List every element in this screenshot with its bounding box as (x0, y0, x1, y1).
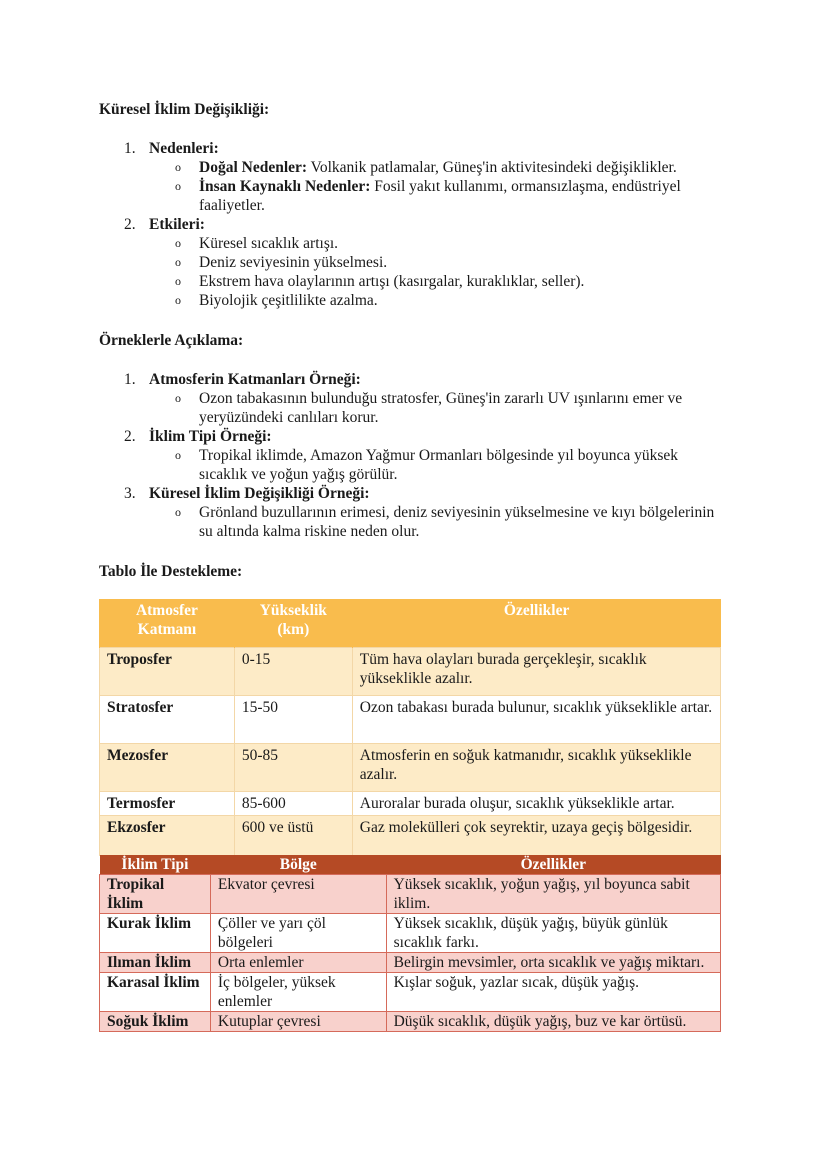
table-cell: Karasal İklim (100, 973, 211, 1012)
bullet-item: o Tropikal iklimde, Amazon Yağmur Ormanları bölgesinde yıl boyunca yüksek sıcaklık ve yoğun yağış görülür. (175, 447, 679, 483)
causes-heading: Nedenleri: (149, 140, 219, 157)
table-cell: 0-15 (234, 648, 352, 696)
bullet-item: o Ekstrem hava olaylarının artışı (kasırgalar, kuraklıklar, seller). (175, 273, 585, 290)
table-cell: Kurak İklim (100, 914, 211, 953)
table-row (100, 792, 721, 816)
bullet-icon: o (175, 255, 181, 269)
table-cell: Yüksek sıcaklık, düşük yağış, büyük günlük sıcaklık farkı. (386, 914, 720, 953)
examples-list (0, 370, 828, 541)
table-cell: Gaz molekülleri çok seyrektir, uzaya geçiş bölgesidir. (352, 816, 720, 856)
table-cell: Ekvator çevresi (210, 875, 386, 914)
table-cell: Belirgin mevsimler, orta sıcaklık ve yağış miktarı. (386, 953, 720, 973)
table-cell: Soğuk İklim (100, 1012, 211, 1032)
table-row (100, 648, 721, 696)
heading-examples: Örneklerle Açıklama: (99, 332, 244, 349)
causes-effects-list (0, 139, 828, 310)
table-cell: Tüm hava olayları burada gerçekleşir, sıcaklık yükseklikle azalır. (352, 648, 720, 696)
table-row (100, 1012, 721, 1032)
bullet-icon: o (175, 448, 181, 462)
bullet-item: o İnsan Kaynaklı Nedenler: Fosil yakıt kullanımı, ormansızlaşma, endüstriyel faaliyetler. (175, 178, 681, 214)
table-cell: 15-50 (234, 696, 352, 744)
column-header: Özellikler (386, 855, 720, 875)
table-row (100, 816, 721, 856)
table-cell: Troposfer (100, 648, 235, 696)
bullet-icon: o (175, 274, 181, 288)
heading-table: Tablo İle Destekleme: (99, 563, 243, 580)
table-row (100, 744, 721, 792)
bullet-item: o Ozon tabakasının bulunduğu stratosfer, Güneş'in zararlı UV ışınlarını emer ve yeryüzündeki canlıları korur. (175, 390, 683, 426)
table-cell: 600 ve üstü (234, 816, 352, 856)
table-header-row (100, 599, 721, 648)
table-cell: Çöller ve yarı çöl bölgeleri (210, 914, 386, 953)
table-cell: Stratosfer (100, 696, 235, 744)
bullet-icon: o (175, 160, 181, 174)
table-cell: Atmosferin en soğuk katmanıdır, sıcaklık yükseklikle azalır. (352, 744, 720, 792)
effects-heading: Etkileri: (149, 216, 205, 233)
table-row (100, 875, 721, 914)
table-cell: Ilıman İklim (100, 953, 211, 973)
table-cell: Ozon tabakası burada bulunur, sıcaklık yükseklikle artar. (352, 696, 720, 744)
climate-types-table (99, 855, 721, 1032)
table-header-row (100, 855, 721, 875)
bullet-icon: o (175, 236, 181, 250)
list-number: 1. (124, 140, 136, 157)
table-row (100, 696, 721, 744)
bullet-icon: o (175, 179, 181, 193)
list-number: 3. (124, 485, 136, 502)
column-header: Bölge (210, 855, 386, 875)
example-item: 3. Küresel İklim Değişikliği Örneği: o Grönland buzullarının erimesi, deniz seviyesinin yükselmesine ve kıyı bölgelerinin su altında kalma riskine neden olur. (0, 484, 828, 541)
bullet-icon: o (175, 293, 181, 307)
list-number: 2. (124, 428, 136, 445)
column-header: Özellikler (352, 599, 720, 648)
table-row (100, 973, 721, 1012)
bullet-item: o Doğal Nedenler: Volkanik patlamalar, Güneş'in aktivitesindeki değişiklikler. (175, 159, 677, 176)
table-cell: Ekzosfer (100, 816, 235, 856)
table-row (100, 914, 721, 953)
column-header: Atmosfer Katmanı (100, 599, 235, 648)
table-cell: Mezosfer (100, 744, 235, 792)
list-number: 2. (124, 216, 136, 233)
bullet-item: o Grönland buzullarının erimesi, deniz seviyesinin yükselmesine ve kıyı bölgelerinin su altında kalma riskine neden olur. (175, 504, 715, 540)
bullet-icon: o (175, 505, 181, 519)
table-cell: 85-600 (234, 792, 352, 816)
table-cell: Tropikal İklim (100, 875, 211, 914)
heading-climate-change: Küresel İklim Değişikliği: (99, 101, 270, 118)
example-item: 1. Atmosferin Katmanları Örneği: o Ozon tabakasının bulunduğu stratosfer, Güneş'in zararlı UV ışınlarını emer ve yeryüzündeki canlıları korur. (0, 370, 828, 427)
table-cell: 50-85 (234, 744, 352, 792)
table-cell: Auroralar burada oluşur, sıcaklık yükseklikle artar. (352, 792, 720, 816)
bullet-item: o Deniz seviyesinin yükselmesi. (175, 254, 388, 271)
atmosphere-layers-table (99, 599, 721, 856)
list-number: 1. (124, 371, 136, 388)
bullet-item: o Biyolojik çeşitlilikte azalma. (175, 292, 378, 309)
bullet-icon: o (175, 391, 181, 405)
table-row (100, 953, 721, 973)
table-cell: İç bölgeler, yüksek enlemler (210, 973, 386, 1012)
bullet-item: o Küresel sıcaklık artışı. (175, 235, 339, 252)
column-header: Yükseklik (km) (234, 599, 352, 648)
list-item-causes (0, 139, 828, 215)
list-item-effects (0, 215, 828, 310)
table-cell: Termosfer (100, 792, 235, 816)
example-item: 2. İklim Tipi Örneği: o Tropikal iklimde, Amazon Yağmur Ormanları bölgesinde yıl boyunca yüksek sıcaklık ve yoğun yağış görülür. (0, 427, 828, 484)
column-header: İklim Tipi (100, 855, 211, 875)
table-cell: Orta enlemler (210, 953, 386, 973)
table-cell: Düşük sıcaklık, düşük yağış, buz ve kar örtüsü. (386, 1012, 720, 1032)
table-cell: Kutuplar çevresi (210, 1012, 386, 1032)
table-cell: Yüksek sıcaklık, yoğun yağış, yıl boyunca sabit iklim. (386, 875, 720, 914)
table-cell: Kışlar soğuk, yazlar sıcak, düşük yağış. (386, 973, 720, 1012)
